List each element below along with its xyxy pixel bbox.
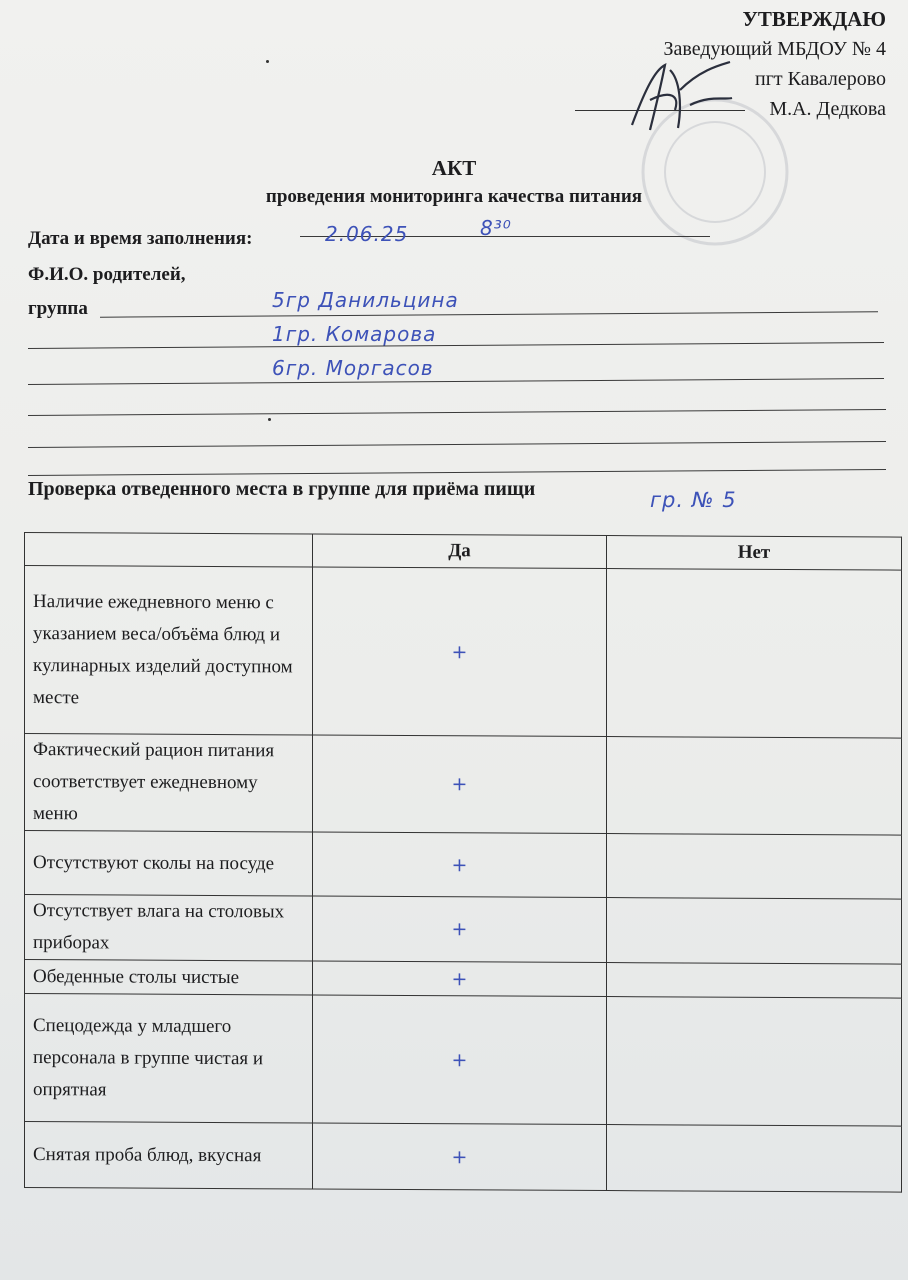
- datetime-value: 2.06.25: [325, 222, 409, 246]
- parent-entry: 6гр. Моргасов: [272, 356, 434, 380]
- parents-line-6: [28, 469, 886, 476]
- criterion-cell: Фактический рацион питания соответствует ежедневному меню: [25, 734, 313, 833]
- parents-line-4: [28, 409, 886, 416]
- no-cell: [607, 569, 902, 739]
- yes-cell: +: [313, 832, 607, 898]
- approval-name: М.А. Дедкова: [769, 98, 886, 120]
- yes-cell: +: [313, 735, 607, 834]
- group-label: группа: [28, 298, 88, 319]
- criterion-cell: Наличие ежедневного меню с указанием веса/объёма блюд и кулинарных изделий доступном месте: [25, 566, 313, 736]
- approval-position: Заведующий МБДОУ № 4: [663, 38, 886, 60]
- table-row: [25, 1122, 902, 1193]
- criterion-cell: Обеденные столы чистые: [25, 960, 313, 996]
- handwritten-signature: [620, 50, 740, 140]
- yes-cell: +: [313, 567, 607, 737]
- ink-dot: [266, 60, 269, 63]
- no-cell: [607, 737, 902, 836]
- parents-line-2: [28, 342, 884, 349]
- parent-entry: 5гр Данильцина: [272, 288, 459, 312]
- parents-line-5: [28, 441, 886, 448]
- no-cell: [607, 834, 902, 900]
- table-row: [25, 960, 902, 999]
- parents-line-3: [28, 378, 884, 385]
- approval-heading: УТВЕРЖДАЮ: [742, 7, 886, 31]
- parent-entry: 1гр. Комарова: [272, 322, 437, 346]
- table-header-row: [25, 533, 902, 571]
- parents-label: Ф.И.О. родителей,: [28, 264, 186, 285]
- no-cell: [607, 963, 902, 999]
- table-row: [25, 734, 902, 836]
- approval-place: пгт Кавалерово: [755, 68, 886, 90]
- header-no: Нет: [607, 536, 902, 571]
- group-note: гр. № 5: [650, 488, 737, 512]
- ink-dot: [268, 418, 271, 421]
- datetime-label: Дата и время заполнения:: [28, 228, 253, 249]
- document-subtitle: проведения мониторинга качества питания: [265, 186, 643, 207]
- document-title: АКТ: [431, 156, 477, 180]
- check-table: [24, 532, 902, 1193]
- table-row: [25, 566, 902, 739]
- time-value: 8³⁰: [480, 216, 512, 240]
- yes-cell: +: [313, 995, 607, 1125]
- no-cell: [607, 997, 902, 1127]
- yes-cell: +: [313, 896, 607, 963]
- criterion-cell: Снятая проба блюд, вкусная: [25, 1122, 313, 1190]
- yes-cell: +: [313, 961, 607, 997]
- yes-cell: +: [313, 1123, 607, 1191]
- table-row: [25, 994, 902, 1127]
- header-criterion: [25, 533, 313, 568]
- no-cell: [607, 898, 902, 965]
- table-row: [25, 895, 902, 965]
- header-yes: Да: [313, 534, 607, 569]
- no-cell: [607, 1125, 902, 1193]
- parents-line-1: [100, 311, 878, 317]
- criterion-cell: Отсутствуют сколы на посуде: [25, 831, 313, 897]
- section-title: Проверка отведенного места в группе для приёма пищи: [28, 478, 536, 500]
- table-row: [25, 831, 902, 900]
- criterion-cell: Спецодежда у младшего персонала в группе чистая и опрятная: [25, 994, 313, 1124]
- criterion-cell: Отсутствует влага на столовых приборах: [25, 895, 313, 962]
